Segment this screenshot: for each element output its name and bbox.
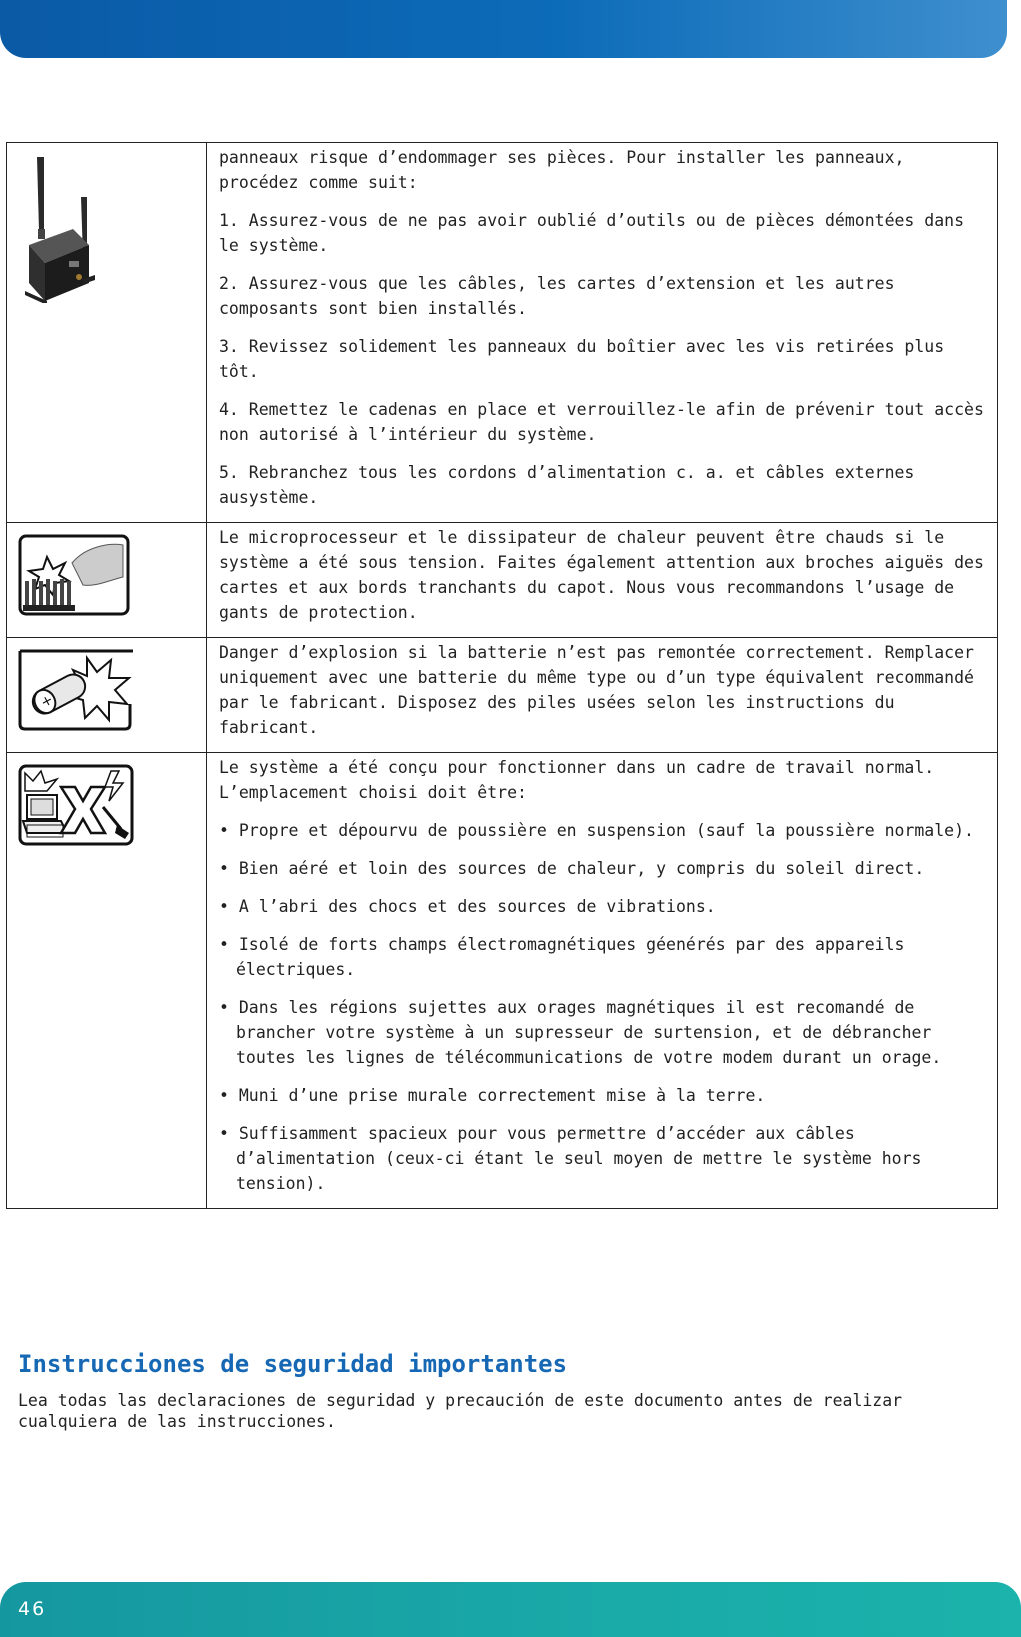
step-item: 3. Revissez solidement les panneaux du boîtier avec les vis retirées plus tôt. [219, 337, 945, 381]
icon-cell [7, 523, 207, 638]
bullet-item: • Muni d’une prise murale correctement mise à la terre. [219, 1086, 766, 1105]
table-row [7, 638, 998, 753]
text-cell [207, 638, 998, 753]
bullet-item: • Dans les régions sujettes aux orages magnétiques il est recomandé de brancher votre système à un supresseur de surtension, et de débrancher toutes les lignes de télécommunications de votre modem durant un orage. [219, 998, 942, 1067]
bullet-item: • Propre et dépourvu de poussière en suspension (sauf la poussière normale). [219, 821, 974, 840]
battery-explosion-warning-icon [17, 648, 196, 732]
section-body-text: Lea todas las declaraciones de seguridad y precaución de este documento antes de realizar cualquiera de las instrucciones. [18, 1391, 903, 1431]
step-item: 5. Rebranchez tous les cordons d’alimentation c. a. et câbles externes ausystème. [219, 463, 915, 507]
wireless-router-device-image [17, 153, 196, 303]
section-heading: Instrucciones de seguridad importantes [18, 1350, 568, 1378]
step-item: 4. Remettez le cadenas en place et verrouillez-le afin de prévenir tout accès non autorisé à l’intérieur du système. [219, 400, 984, 444]
environment-warning-icon [17, 763, 196, 847]
table-row [7, 753, 998, 1209]
step-item: 1. Assurez-vous de ne pas avoir oublié d’outils ou de pièces démontées dans le système. [219, 211, 965, 255]
step-item: 2. Assurez-vous que les câbles, les cartes d’extension et les autres composants sont bien installés. [219, 274, 895, 318]
header-banner [0, 0, 1007, 58]
bullet-item: • A l’abri des chocs et des sources de vibrations. [219, 897, 716, 916]
text-cell [207, 523, 998, 638]
icon-cell [7, 143, 207, 523]
paragraph: Le système a été conçu pour fonctionner dans un cadre de travail normal. L’emplacement choisi doit être: [219, 758, 935, 802]
icon-cell [7, 753, 207, 1209]
svg-text:+: + [38, 691, 56, 712]
bullet-item: • Isolé de forts champs électromagnétiques géenérés par des appareils électriques. [219, 935, 905, 979]
hot-heatsink-warning-icon [17, 533, 196, 617]
text-cell [207, 143, 998, 523]
text-cell [207, 753, 998, 1209]
paragraph: Le microprocesseur et le dissipateur de chaleur peuvent être chauds si le système a été sous tension. Faites également attention aux broches aiguës des cartes et aux bords tranchants du capot. Nous vous recommandons l’usage de gants de protection. [219, 528, 984, 622]
table-row [7, 143, 998, 523]
page-number: 46 [18, 1598, 47, 1620]
paragraph: Danger d’explosion si la batterie n’est pas remontée correctement. Remplacer uniquement avec une batterie du même type ou d’un type équivalent recommandé par le fabricant. Disposez des piles usées selon les instructions du fabricant. [219, 643, 974, 737]
footer-banner [0, 1582, 1021, 1637]
paragraph: panneaux risque d’endommager ses pièces. Pour installer les panneaux, procédez comme suit: [219, 148, 905, 192]
icon-cell [7, 638, 207, 753]
bullet-item: • Bien aéré et loin des sources de chaleur, y compris du soleil direct. [219, 859, 925, 878]
bullet-item: • Suffisamment spacieux pour vous permettre d’accéder aux câbles d’alimentation (ceux-ci étant le seul moyen de mettre le système hors tension). [219, 1124, 922, 1193]
table-row [7, 523, 998, 638]
safety-instructions-table [6, 142, 998, 1209]
